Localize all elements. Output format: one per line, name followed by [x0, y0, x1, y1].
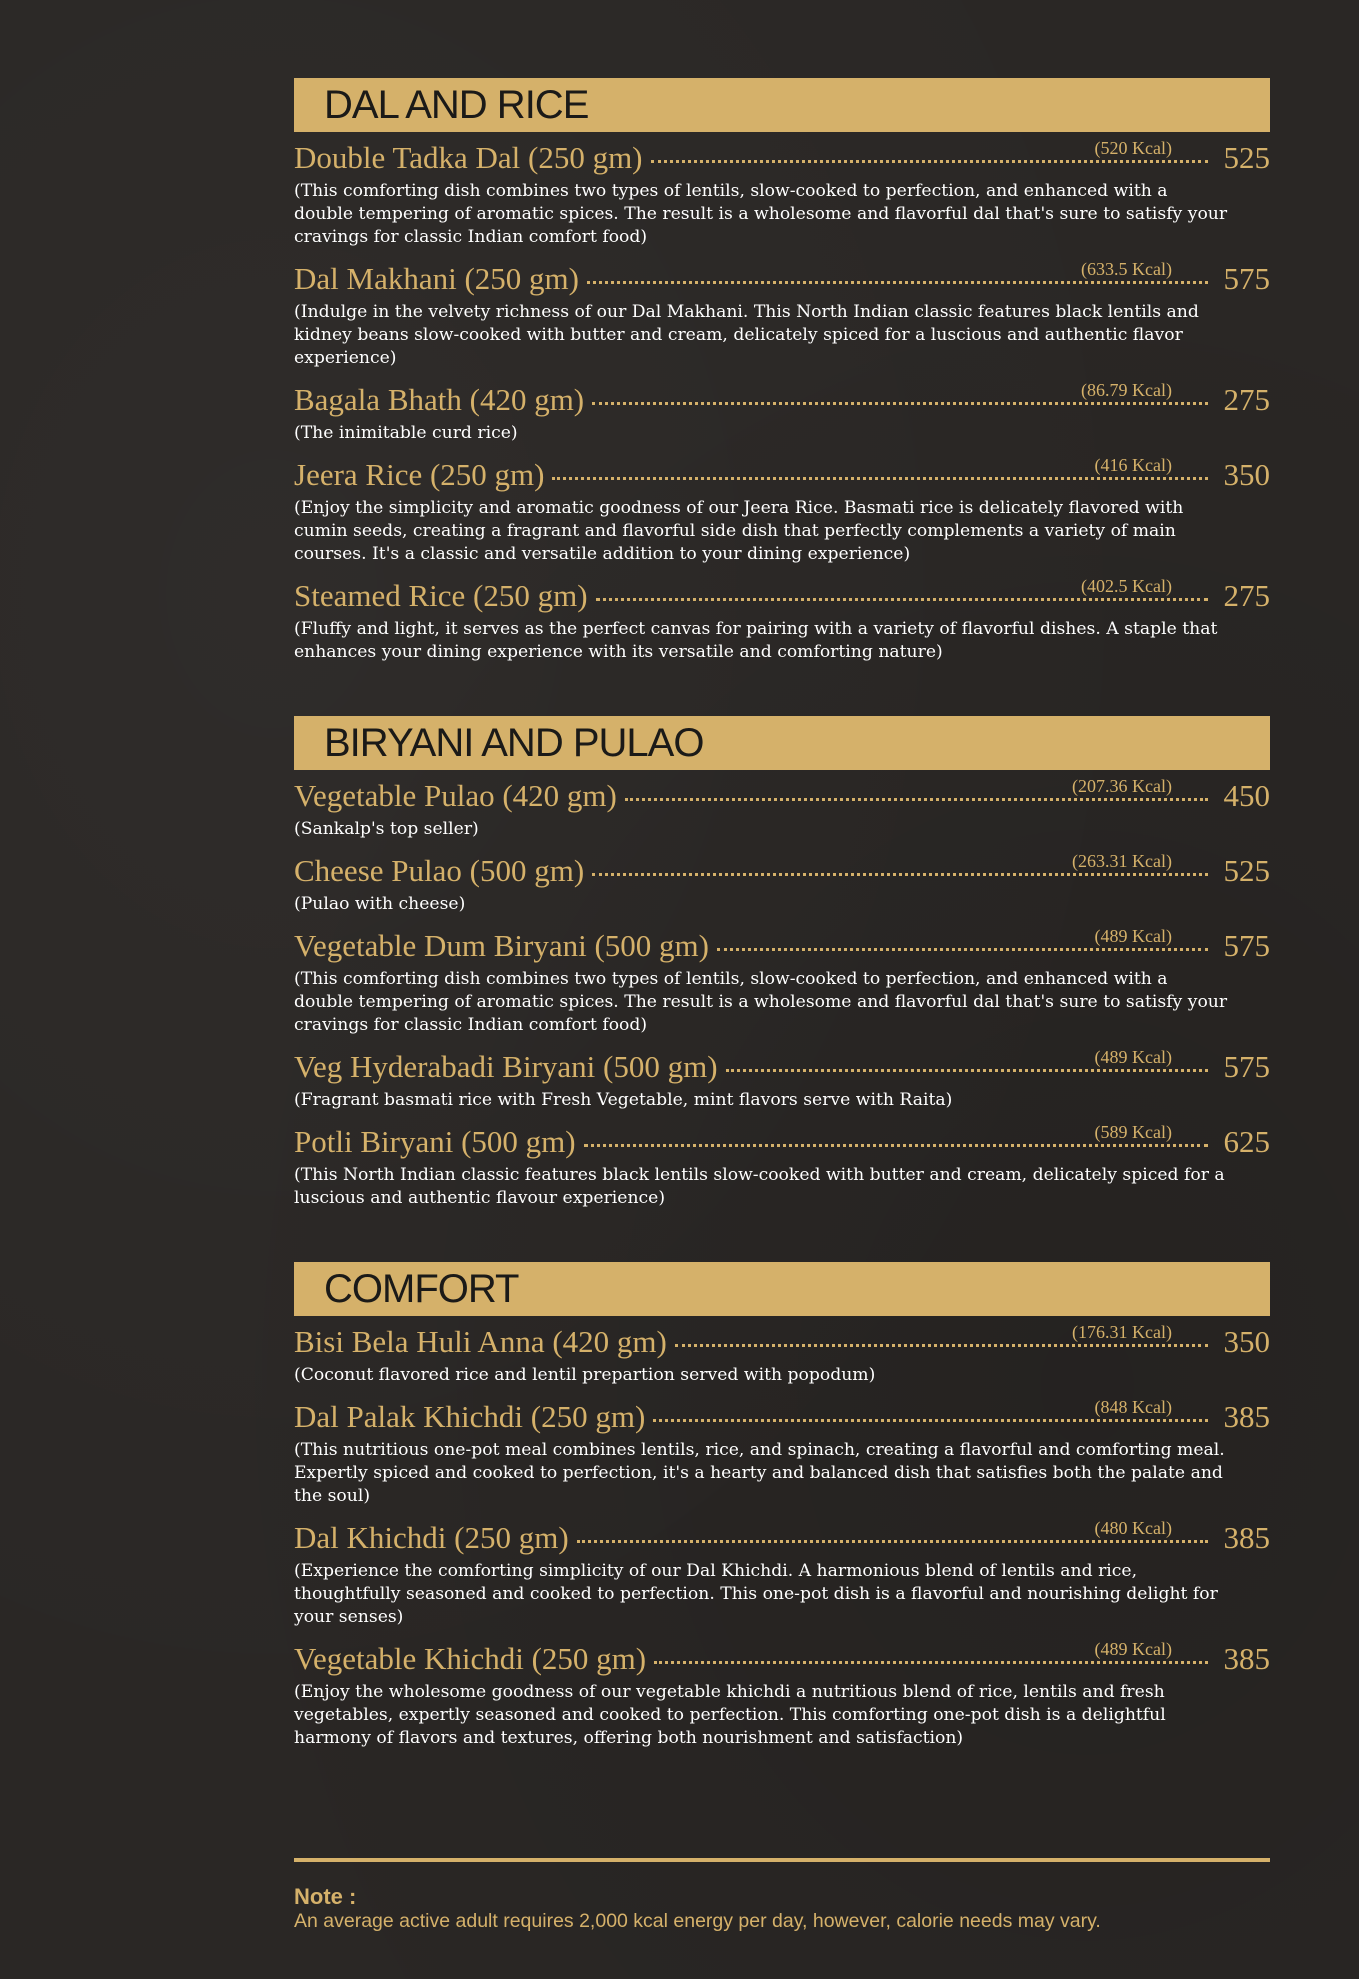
- menu-item-line: [294, 382, 1270, 422]
- menu-item: [294, 853, 1270, 916]
- section-header: [294, 78, 1270, 132]
- item-description: (This comforting dish combines two types of lentils, slow-cooked to perfection, and enhanced with a double tempering of aromatic spices. The result is a wholesome and flavorful dal that's sure to satisfy your cravings for classic Indian comfort food): [294, 181, 1228, 247]
- menu-item-line: [294, 457, 1270, 497]
- item-price: 525: [1223, 140, 1270, 175]
- item-name: Bisi Bela Huli Anna (420 gm): [294, 1324, 667, 1359]
- item-kcal: (263.31 Kcal): [1072, 851, 1172, 871]
- dot-leader: [653, 1419, 1208, 1422]
- menu-item: [294, 1520, 1270, 1629]
- note-label: Note :: [294, 1884, 357, 1909]
- menu-item: [294, 1124, 1270, 1210]
- menu-item: [294, 1399, 1270, 1508]
- menu-item-line: [294, 778, 1270, 818]
- section-title: COMFORT: [324, 1266, 519, 1311]
- dot-leader: [587, 281, 1208, 284]
- item-name: Double Tadka Dal (250 gm): [294, 140, 643, 175]
- item-kcal: (416 Kcal): [1094, 455, 1172, 475]
- item-price: 350: [1223, 457, 1270, 492]
- dot-leader: [717, 948, 1208, 951]
- menu-item-line: [294, 1641, 1270, 1681]
- menu-item-line: [294, 1399, 1270, 1439]
- item-description: (Fragrant basmati rice with Fresh Vegetable, mint flavors serve with Raita): [294, 1090, 953, 1110]
- item-description: (Enjoy the simplicity and aromatic goodness of our Jeera Rice. Basmati rice is delicately flavored with cumin seeds, creating a fragrant and flavorful side dish that perfectly complements a variety of main courses. It's a classic and versatile addition to your dining experience): [294, 498, 1184, 564]
- menu-item: [294, 261, 1270, 370]
- menu-item: [294, 1324, 1270, 1387]
- dot-leader: [584, 1144, 1208, 1147]
- dot-leader: [592, 402, 1208, 405]
- item-price: 575: [1223, 261, 1270, 296]
- item-kcal: (489 Kcal): [1094, 1639, 1172, 1659]
- section-dal-and-rice: [294, 78, 1270, 664]
- item-name: Vegetable Dum Biryani (500 gm): [294, 928, 709, 963]
- menu-item: [294, 1641, 1270, 1750]
- section-title: DAL AND RICE: [324, 82, 589, 127]
- item-kcal: (489 Kcal): [1094, 926, 1172, 946]
- section-biryani-and-pulao: [294, 716, 1270, 1210]
- item-kcal: (207.36 Kcal): [1072, 776, 1172, 796]
- item-description: (Fluffy and light, it serves as the perfect canvas for pairing with a variety of flavorful dishes. A staple that enhances your dining experience with its versatile and comforting nature): [294, 619, 1218, 662]
- section-header: [294, 1262, 1270, 1316]
- menu-item-line: [294, 261, 1270, 301]
- menu-item: [294, 1049, 1270, 1112]
- item-kcal: (589 Kcal): [1094, 1122, 1172, 1142]
- item-name: Potli Biryani (500 gm): [294, 1124, 576, 1159]
- item-name: Steamed Rice (250 gm): [294, 578, 588, 613]
- item-kcal: (848 Kcal): [1094, 1397, 1172, 1417]
- note-text: An average active adult requires 2,000 kcal energy per day, however, calorie needs may vary.: [294, 1910, 1101, 1932]
- item-price: 525: [1223, 853, 1270, 888]
- item-name: Vegetable Khichdi (250 gm): [294, 1641, 647, 1676]
- section-title: BIRYANI AND PULAO: [324, 720, 704, 765]
- item-price: 575: [1223, 1049, 1270, 1084]
- menu-item: [294, 457, 1270, 566]
- dot-leader: [596, 598, 1208, 601]
- item-price: 575: [1223, 928, 1270, 963]
- item-price: 275: [1223, 382, 1270, 417]
- item-price: 385: [1223, 1520, 1270, 1555]
- item-description: (This comforting dish combines two types of lentils, slow-cooked to perfection, and enhanced with a double tempering of aromatic spices. The result is a wholesome and flavorful dal that's sure to satisfy your cravings for classic Indian comfort food): [294, 969, 1228, 1035]
- section-comfort: [294, 1262, 1270, 1750]
- item-price: 450: [1223, 778, 1270, 813]
- item-name: Bagala Bhath (420 gm): [294, 382, 585, 417]
- menu-item: [294, 928, 1270, 1037]
- dot-leader: [651, 160, 1208, 163]
- item-description: (This nutritious one-pot meal combines lentils, rice, and spinach, creating a flavorful and comforting meal. Expertly spiced and cooked to perfection, it's a hearty and balanced dish that satisfies both the palate and the soul): [294, 1440, 1225, 1506]
- item-description: (The inimitable curd rice): [294, 423, 518, 443]
- menu-item-line: [294, 1324, 1270, 1364]
- dot-leader: [654, 1661, 1208, 1664]
- menu-item: [294, 140, 1270, 249]
- item-price: 385: [1223, 1641, 1270, 1676]
- item-kcal: (633.5 Kcal): [1081, 259, 1172, 279]
- menu-item-line: [294, 140, 1270, 180]
- item-description: (Pulao with cheese): [294, 894, 466, 914]
- item-kcal: (86.79 Kcal): [1081, 380, 1172, 400]
- dot-leader: [592, 873, 1208, 876]
- item-kcal: (520 Kcal): [1094, 138, 1172, 158]
- item-description: (Experience the comforting simplicity of our Dal Khichdi. A harmonious blend of lentils and rice, thoughtfully seasoned and cooked to perfection. This one-pot dish is a flavorful and nourishing delight for your senses): [294, 1561, 1218, 1627]
- section-header: [294, 716, 1270, 770]
- menu-item-line: [294, 578, 1270, 618]
- dot-leader: [577, 1540, 1208, 1543]
- menu-item: [294, 578, 1270, 664]
- item-kcal: (176.31 Kcal): [1072, 1322, 1172, 1342]
- item-price: 385: [1223, 1399, 1270, 1434]
- item-name: Jeera Rice (250 gm): [294, 457, 545, 492]
- item-name: Dal Palak Khichdi (250 gm): [294, 1399, 646, 1434]
- item-kcal: (402.5 Kcal): [1081, 576, 1172, 596]
- item-name: Dal Khichdi (250 gm): [294, 1520, 569, 1555]
- item-name: Cheese Pulao (500 gm): [294, 853, 585, 888]
- dot-leader: [625, 798, 1208, 801]
- menu-item-line: [294, 853, 1270, 893]
- dot-leader: [726, 1069, 1208, 1072]
- footer: [294, 1858, 1270, 1933]
- menu: [294, 78, 1270, 1802]
- item-description: (Coconut flavored rice and lentil prepartion served with popodum): [294, 1365, 876, 1385]
- item-name: Dal Makhani (250 gm): [294, 261, 579, 296]
- menu-item: [294, 382, 1270, 445]
- dot-leader: [552, 477, 1208, 480]
- footer-divider: [294, 1858, 1270, 1862]
- item-price: 275: [1223, 578, 1270, 613]
- item-kcal: (489 Kcal): [1094, 1047, 1172, 1067]
- item-description: (Enjoy the wholesome goodness of our vegetable khichdi a nutritious blend of rice, lentils and fresh vegetables, expertly seasoned and cooked to perfection. This comforting one-pot dish is a delightful harmony of flavors and textures, offering both nourishment and satisfaction): [294, 1682, 1166, 1748]
- item-description: (Sankalp's top seller): [294, 819, 479, 839]
- item-description: (This North Indian classic features black lentils slow-cooked with butter and cream, delicately spiced for a luscious and authentic flavour experience): [294, 1165, 1225, 1208]
- item-price: 625: [1223, 1124, 1270, 1159]
- menu-item-line: [294, 1124, 1270, 1164]
- menu-item-line: [294, 928, 1270, 968]
- item-name: Veg Hyderabadi Biryani (500 gm): [294, 1049, 718, 1084]
- dot-leader: [675, 1344, 1208, 1347]
- menu-item-line: [294, 1520, 1270, 1560]
- menu-item: [294, 778, 1270, 841]
- item-price: 350: [1223, 1324, 1270, 1359]
- item-kcal: (480 Kcal): [1094, 1518, 1172, 1538]
- item-description: (Indulge in the velvety richness of our Dal Makhani. This North Indian classic features black lentils and kidney beans slow-cooked with butter and cream, delicately spiced for a luscious and authentic flavor experience): [294, 302, 1199, 368]
- menu-item-line: [294, 1049, 1270, 1089]
- item-name: Vegetable Pulao (420 gm): [294, 778, 617, 813]
